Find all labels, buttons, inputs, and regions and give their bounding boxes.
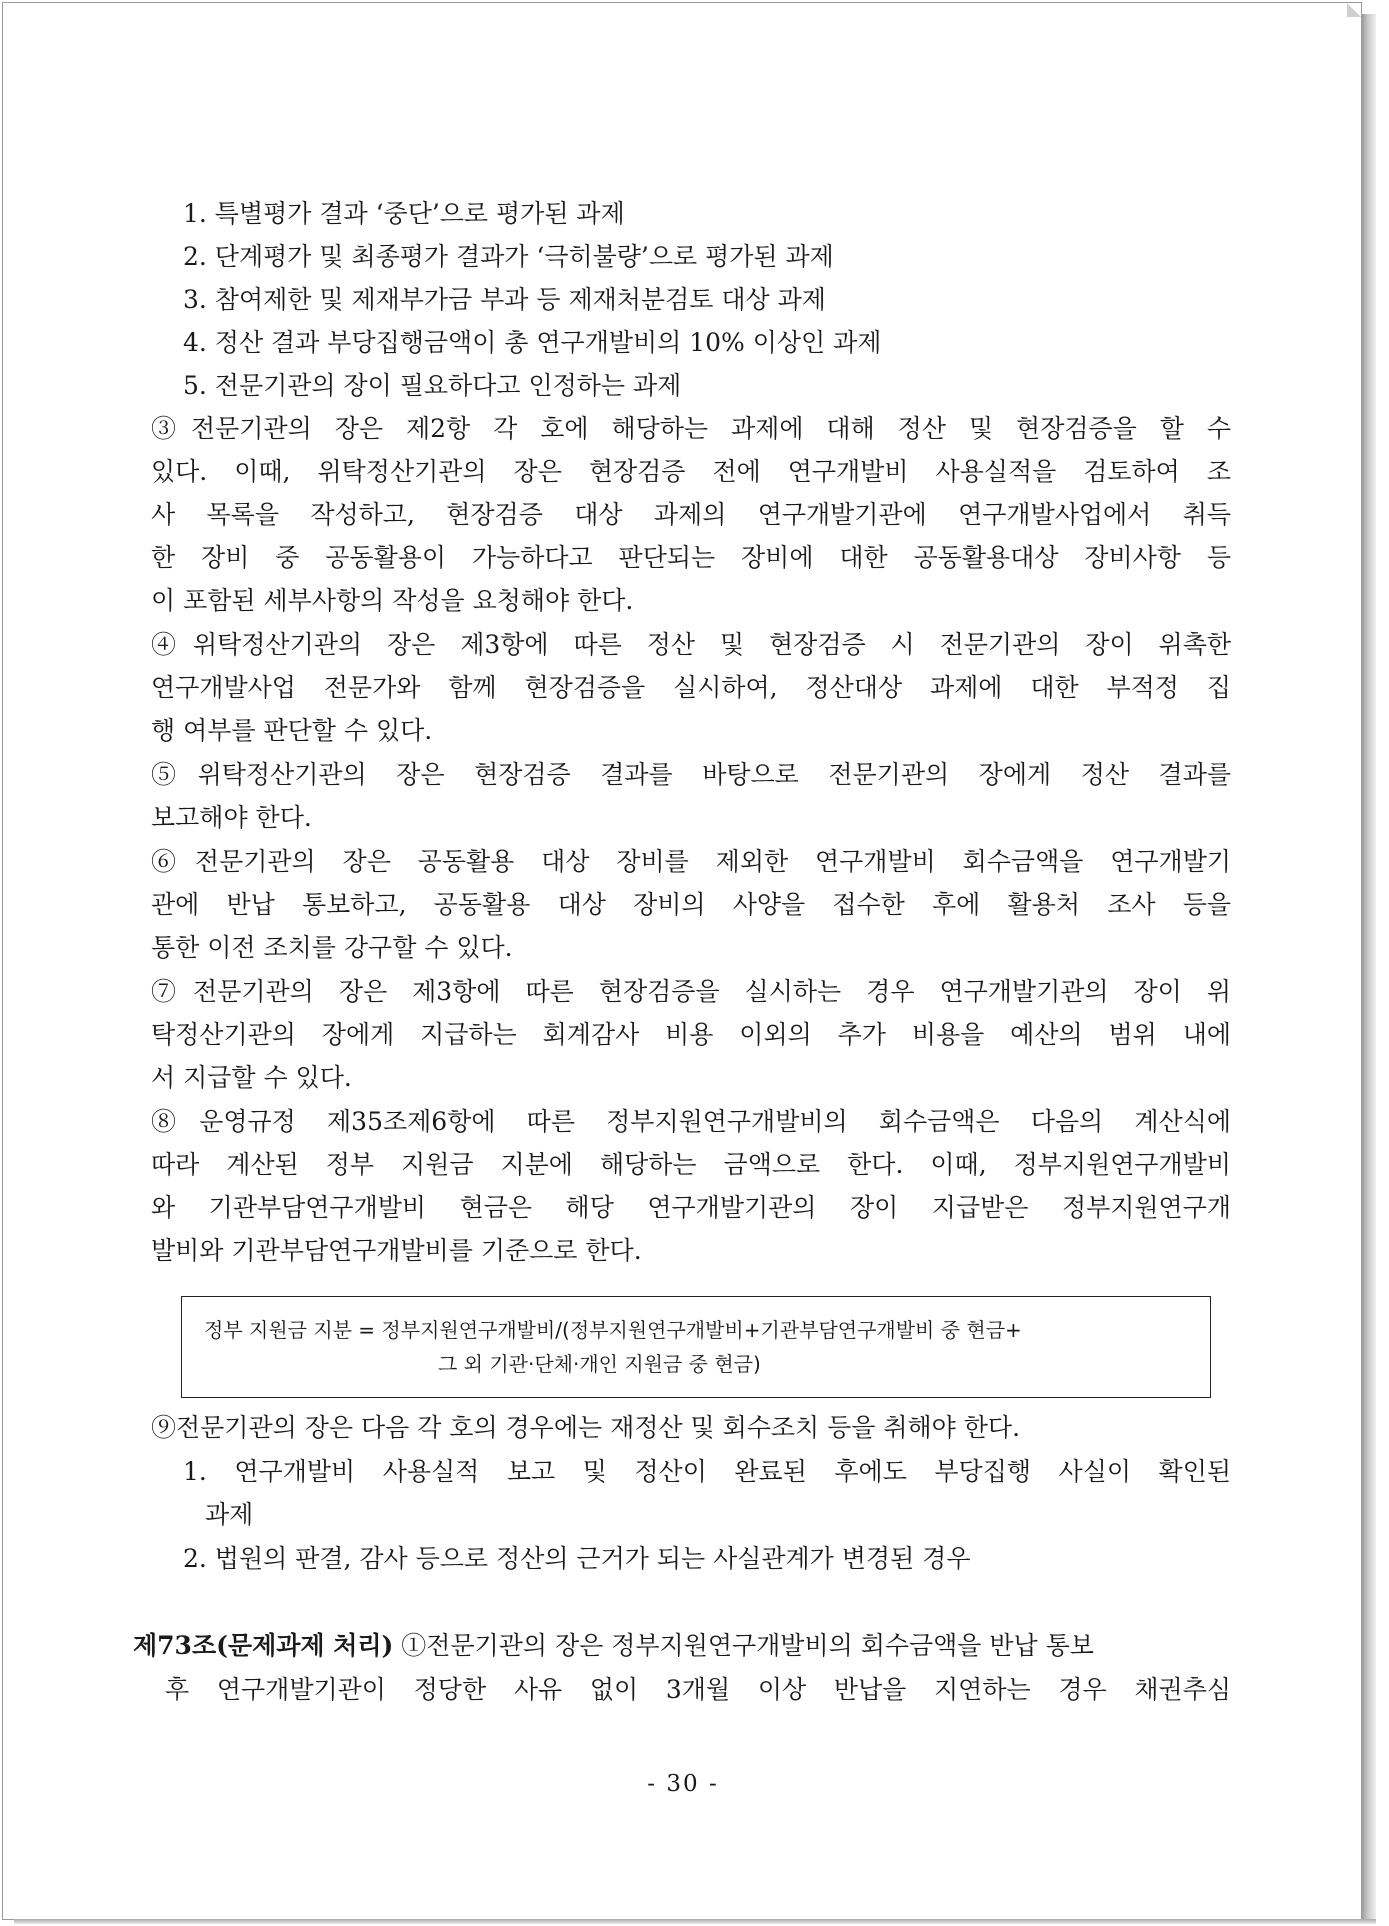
article-73-line-1 xyxy=(133,1631,1094,1661)
para7-line: ⑦전문기관의 장은 제3항에 따른 현장검증을 실시하는 경우 연구개발기관의 장이 위 xyxy=(151,977,1231,1006)
formula-box xyxy=(181,1296,1211,1398)
sub-item-1-cont: 과제 xyxy=(205,1500,254,1529)
page-corner xyxy=(1347,3,1361,17)
para4-line: 연구개발사업 전문가와 함께 현장검증을 실시하여, 정산대상 과제에 대한 부적정 집 xyxy=(151,673,1231,702)
para7-line: 탁정산기관의 장에게 지급하는 회계감사 비용 이외의 추가 비용을 예산의 범위 내에 xyxy=(151,1020,1231,1049)
para8-line: 발비와 기관부담연구개발비를 기준으로 한다. xyxy=(151,1236,642,1265)
para4-line: ④위탁정산기관의 장은 제3항에 따른 정산 및 현장검증 시 전문기관의 장이 위촉한 xyxy=(151,630,1231,659)
para3-line: ③전문기관의 장은 제2항 각 호에 해당하는 과제에 대해 정산 및 현장검증을 할 수 xyxy=(151,414,1231,443)
para3-line: 있다. 이때, 위탁정산기관의 장은 현장검증 전에 연구개발비 사용실적을 검토하여 조 xyxy=(151,457,1231,486)
para9-line: ⑨전문기관의 장은 다음 각 호의 경우에는 재정산 및 회수조치 등을 취해야 한다. xyxy=(151,1413,1021,1442)
para3-line: 사 목록을 작성하고, 현장검증 대상 과제의 연구개발기관에 연구개발사업에서 취득 xyxy=(151,500,1231,529)
para3-line: 이 포함된 세부사항의 작성을 요청해야 한다. xyxy=(151,586,634,615)
sub-item-1: 1. 연구개발비 사용실적 보고 및 정산이 완료된 후에도 부당집행 사실이 확인된 xyxy=(183,1457,1231,1486)
page-number: - 30 - xyxy=(647,1771,719,1797)
para6-line: 관에 반납 통보하고, 공동활용 대상 장비의 사양을 접수한 후에 활용처 조사 등을 xyxy=(151,890,1231,919)
page-shadow-right xyxy=(1362,14,1376,1922)
formula-line-2: 그 외 기관·단체·개인 지원금 중 현금) xyxy=(438,1352,761,1376)
page-shadow-bottom xyxy=(14,1919,1376,1924)
article-73-line-2: 후 연구개발기관이 정당한 사유 없이 3개월 이상 반납을 지연하는 경우 채권추심 xyxy=(165,1675,1231,1704)
para8-line: ⑧운영규정 제35조제6항에 따른 정부지원연구개발비의 회수금액은 다음의 계산식에 xyxy=(151,1107,1231,1136)
sub-item-2: 2. 법원의 판결, 감사 등으로 정산의 근거가 되는 사실관계가 변경된 경우 xyxy=(183,1544,971,1573)
para5-line: 보고해야 한다. xyxy=(151,803,312,832)
para6-line: ⑥전문기관의 장은 공동활용 대상 장비를 제외한 연구개발비 회수금액을 연구개발기 xyxy=(151,847,1231,876)
para3-line: 한 장비 중 공동활용이 가능하다고 판단되는 장비에 대한 공동활용대상 장비사항 등 xyxy=(151,543,1231,572)
para4-line: 행 여부를 판단할 수 있다. xyxy=(151,716,433,745)
item-3: 3. 참여제한 및 제재부가금 부과 등 제재처분검토 대상 과제 xyxy=(183,285,826,314)
para5-line: ⑤위탁정산기관의 장은 현장검증 결과를 바탕으로 전문기관의 장에게 정산 결과를 xyxy=(151,760,1231,789)
item-2: 2. 단계평가 및 최종평가 결과가 ‘극히불량’으로 평가된 과제 xyxy=(183,242,834,271)
article-73-heading: 제73조(문제과제 처리) xyxy=(133,1631,394,1660)
item-1: 1. 특별평가 결과 ‘중단’으로 평가된 과제 xyxy=(183,199,625,228)
para7-line: 서 지급할 수 있다. xyxy=(151,1063,352,1092)
item-4: 4. 정산 결과 부당집행금액이 총 연구개발비의 10% 이상인 과제 xyxy=(183,328,882,357)
para8-line: 와 기관부담연구개발비 현금은 해당 연구개발기관의 장이 지급받은 정부지원연구개 xyxy=(151,1193,1231,1222)
document-page xyxy=(2,2,1362,1920)
formula-line-1: 정부 지원금 지분 = 정부지원연구개발비/(정부지원연구개발비+기관부담연구개발비 중 현금+ xyxy=(204,1318,1022,1342)
item-5: 5. 전문기관의 장이 필요하다고 인정하는 과제 xyxy=(183,371,682,400)
para8-line: 따라 계산된 정부 지원금 지분에 해당하는 금액으로 한다. 이때, 정부지원연구개발비 xyxy=(151,1150,1231,1179)
para6-line: 통한 이전 조치를 강구할 수 있다. xyxy=(151,933,513,962)
article-73-text: ①전문기관의 장은 정부지원연구개발비의 회수금액을 반납 통보 xyxy=(393,1631,1094,1660)
